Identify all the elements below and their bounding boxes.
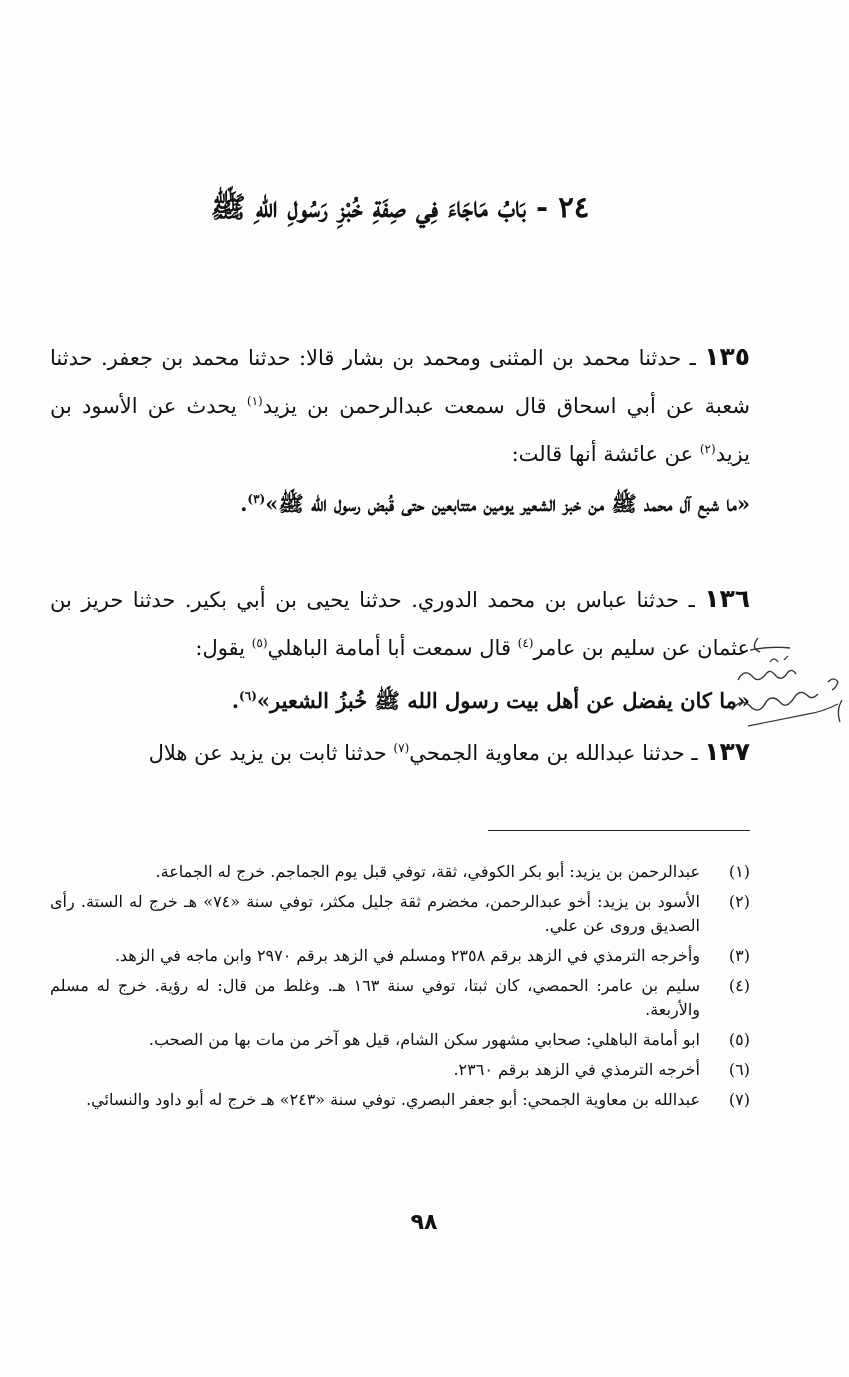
footnote-item <box>50 1058 750 1082</box>
footnote-number: (٦) <box>728 1060 750 1079</box>
hadith-matn: «ما كان يفضل عن أهل بيت رسول الله ﷺ خُبزُ الشعير» <box>256 688 750 713</box>
footnote-number: (٤) <box>728 976 750 995</box>
footnote-text: ابو أمامة الباهلي: صحابي مشهور سكن الشام، قيل هو آخر من مات بها من الصحب. <box>148 1030 700 1049</box>
hadith-isnad-cont: حدثنا ثابت بن يزيد عن هلال <box>148 741 394 765</box>
footnote-ref: (٤) <box>517 636 534 650</box>
footnote-ref: (٣) <box>247 492 266 506</box>
footnote-text: عبدالرحمن بن يزيد: أبو بكر الكوفي، ثقة، توفي قبل يوم الجماجم. خرج له الجماعة. <box>155 862 700 881</box>
footnote-number: (١) <box>728 862 750 881</box>
chapter-title: ٢٤ - بَابُ مَاجَاءَ فِي صِفَةِ خُبْزِ رَسُولِ اللهِ ﷺ <box>210 190 590 224</box>
hadith-matn-end: . <box>231 688 240 713</box>
hadith-137 <box>50 727 750 775</box>
footnote-text: أخرجه الترمذي في الزهد برقم ٢٣٦٠. <box>453 1060 700 1079</box>
footnote-item <box>50 1028 750 1052</box>
footnote-item <box>50 860 750 884</box>
hadith-number: ١٣٦ <box>704 584 750 613</box>
hadith-isnad-cont: قال سمعت أبا أمامة الباهلي <box>267 636 518 660</box>
footnote-number: (٥) <box>728 1030 750 1049</box>
footnote-ref: (٧) <box>393 741 410 755</box>
hadith-isnad-cont: يحدث عن الأسود بن يزيد <box>50 394 750 466</box>
hadith-135 <box>50 335 750 476</box>
hadith-matn: «ما شبع آل محمد ﷺ من خبز الشعير يومين متتابعين حتى قُبض رسول الله ﷺ» <box>265 491 750 516</box>
handwritten-margin-note <box>728 630 848 740</box>
page-number: ٩٨ <box>410 1210 438 1235</box>
footnote-text: عبدالله بن معاوية الجمحي: أبو جعفر البصري. توفي سنة «٢٤٣» هـ خرج له أبو داود والنسائي. <box>86 1090 700 1109</box>
hadith-135-matn <box>50 478 750 525</box>
footnote-ref: (١) <box>246 394 263 408</box>
footnote-item <box>50 944 750 968</box>
hadith-isnad-end: يقول: <box>195 636 252 660</box>
footnote-text: سليم بن عامر: الحمصي، كان ثبتا، توفي سنة ١٦٣ هـ. وغلط من قال: له رؤية. خرج له مسلم والأربعة. <box>50 976 701 1019</box>
footnote-ref: (٥) <box>251 636 268 650</box>
footnote-number: (٣) <box>728 946 750 965</box>
footnote-ref: (٦) <box>239 689 257 703</box>
hadith-isnad: ـ حدثنا عبدالله بن معاوية الجمحي <box>409 741 705 765</box>
footnote-number: (٧) <box>728 1090 750 1109</box>
hadith-number: ١٣٥ <box>704 342 750 371</box>
footnote-item <box>50 974 750 1022</box>
hadith-136-matn <box>70 675 750 722</box>
footnotes <box>50 860 750 1118</box>
hadith-isnad: ـ حدثنا عباس بن محمد الدوري. حدثنا يحيى بن أبي بكير. حدثنا حريز بن عثمان عن سليم بن عامر <box>50 588 750 660</box>
hadith-136 <box>50 577 750 670</box>
footnote-text: الأسود بن يزيد: أخو عبدالرحمن، مخضرم ثقة جليل مكثر، توفي سنة «٧٤» هـ خرج له الستة. رأى الصديق وروى عن علي. <box>50 892 701 935</box>
hadith-isnad-end: عن عائشة أنها قالت: <box>511 442 700 466</box>
footnote-separator <box>488 830 750 831</box>
footnote-item <box>50 890 750 938</box>
footnote-item <box>50 1088 750 1112</box>
hadith-matn-end: . <box>240 491 248 516</box>
footnote-text: وأخرجه الترمذي في الزهد برقم ٢٣٥٨ ومسلم في الزهد برقم ٢٩٧٠ وابن ماجه في الزهد. <box>114 946 700 965</box>
footnote-ref: (٢) <box>699 442 716 456</box>
hadith-number: ١٣٧ <box>704 737 750 766</box>
hadith-isnad: ـ حدثنا محمد بن المثنى ومحمد بن بشار قالا: حدثنا محمد بن جعفر. حدثنا شعبة عن أبي اسحاق قال سمعت عبدالرحمن بن يزيد <box>50 346 750 418</box>
footnote-number: (٢) <box>728 892 750 911</box>
